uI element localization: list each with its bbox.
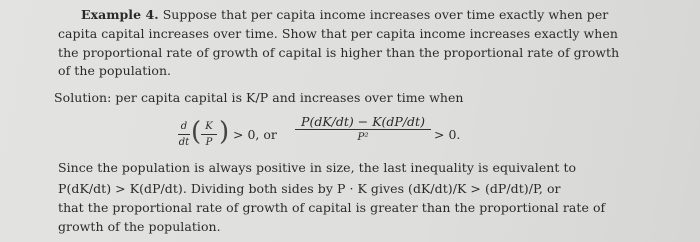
- derivative-denominator: dt: [178, 137, 190, 148]
- conclusion-line-2: P(dK/dt) > K(dP/dt). Dividing both sides by P · K gives (dK/dt)/K > (dP/dt)/P, or: [58, 181, 561, 196]
- fraction-bar: [178, 134, 190, 135]
- fraction-bar: [295, 129, 431, 130]
- conclusion-line-3: that the proportional rate of growth of capital is greater than the proportional rate of: [58, 200, 606, 215]
- conclusion-line-4: growth of the population.: [58, 219, 221, 234]
- example-heading: [81, 7, 608, 23]
- example-label: Example 4.: [81, 7, 159, 22]
- left-parenthesis: (: [191, 117, 202, 147]
- problem-line-1: Suppose that per capita income increases over time exactly when per: [162, 7, 609, 22]
- conclusion-line-1: Since the population is always positive in size, the last inequality is equivalent to: [58, 160, 577, 175]
- k-numerator: K: [205, 121, 213, 132]
- second-inequality: > 0.: [434, 127, 461, 142]
- fraction-bar: [201, 134, 217, 135]
- p-denominator: P: [205, 137, 213, 148]
- problem-line-4: of the population.: [58, 63, 172, 78]
- k-over-p-fraction: [201, 120, 217, 149]
- solution-line: Solution: per capita capital is K/P and increases over time when: [54, 90, 464, 105]
- quotient-rule-fraction: [295, 115, 431, 144]
- quotient-numerator: P(dK/dt) − K(dP/dt): [301, 114, 425, 129]
- right-parenthesis: ): [219, 117, 230, 147]
- derivative-numerator: d: [180, 121, 188, 132]
- quotient-denominator: P²: [357, 131, 369, 143]
- problem-line-2: capita capital increases over time. Show that per capita income increases exactly when: [58, 26, 618, 41]
- first-inequality: > 0, or: [233, 127, 277, 142]
- derivative-operator: [178, 120, 190, 149]
- problem-line-3: the proportional rate of growth of capital is higher than the proportional rate of growth: [58, 45, 620, 60]
